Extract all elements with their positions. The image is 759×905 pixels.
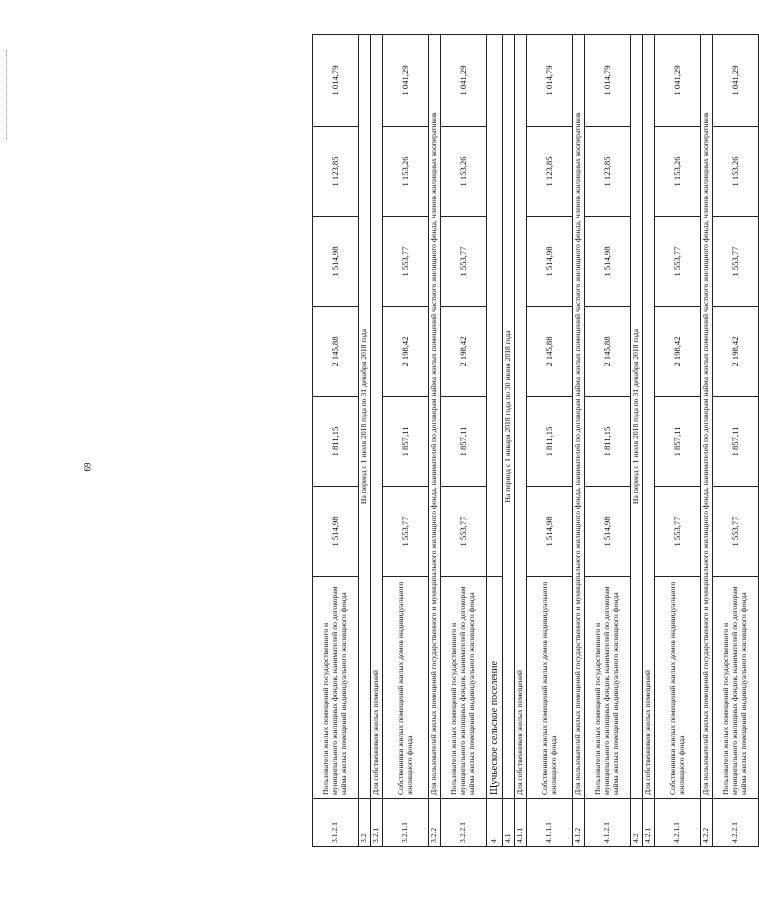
row-number: 4.2 xyxy=(631,799,643,847)
period-or-group-heading: Для пользователей жилых помещений государственного и муниципального жилищного фонда, нанимателей по договорам найма жилых помещений частного жилищного фонда, членов жилищных кооперативов xyxy=(429,35,441,799)
tariff-value: 1 811,15 xyxy=(313,397,359,487)
table-row xyxy=(441,35,487,847)
row-number: 4.1.1 xyxy=(515,799,527,847)
row-number: 3.2.2 xyxy=(429,799,441,847)
tariff-value: 1 014,79 xyxy=(313,35,359,127)
subheading-row xyxy=(429,35,441,847)
tariff-value: 1 041,29 xyxy=(655,35,701,127)
row-number: 3.2.1 xyxy=(371,799,383,847)
period-or-group-heading: Для собственников жилых помещений xyxy=(515,35,527,799)
subheading-row xyxy=(503,35,515,847)
tariff-value: 1 811,15 xyxy=(527,397,573,487)
subheading-row xyxy=(515,35,527,847)
tariff-value: 1 014,79 xyxy=(527,35,573,127)
row-number: 4.1.2.1 xyxy=(585,799,631,847)
row-number: 4.2.1.1 xyxy=(655,799,701,847)
period-or-group-heading: Для собственников жилых помещений xyxy=(371,35,383,799)
row-number: 4 xyxy=(487,799,503,847)
subheading-row xyxy=(573,35,585,847)
tariff-table xyxy=(312,34,759,847)
row-number: 4.2.1 xyxy=(643,799,655,847)
subheading-row xyxy=(371,35,383,847)
tariff-value: 1 553,77 xyxy=(713,217,759,307)
period-or-group-heading: На период с 1 января 2018 года по 30 июня 2018 года xyxy=(503,35,515,799)
tariff-value: 1 553,77 xyxy=(441,217,487,307)
tariff-value: 1 041,29 xyxy=(383,35,429,127)
tariff-value: 1 514,98 xyxy=(313,487,359,577)
tariff-value: 1 514,98 xyxy=(527,487,573,577)
row-number: 3.1.2.1 xyxy=(313,799,359,847)
period-or-group-heading: На период с 1 июля 2018 года по 31 декабря 2018 года xyxy=(359,35,371,799)
tariff-value: 2 198,42 xyxy=(441,307,487,397)
row-description: Собственники жилых помещений жилых домов индивидуального жилищного фонда xyxy=(655,577,701,799)
row-number: 4.1.1.1 xyxy=(527,799,573,847)
subheading-row xyxy=(643,35,655,847)
tariff-value: 1 514,98 xyxy=(313,217,359,307)
table-row xyxy=(383,35,429,847)
row-description: Пользователи жилых помещений государственного и муниципального жилищных фондов, нанимателей по договорам найма жилых помещений индивидуального жилищного фонда xyxy=(441,577,487,799)
tariff-value: 1 857,11 xyxy=(713,397,759,487)
row-number: 4.1 xyxy=(503,799,515,847)
tariff-value: 1 153,26 xyxy=(383,127,429,217)
tariff-value: 1 014,79 xyxy=(585,35,631,127)
tariff-value: 2 198,42 xyxy=(713,307,759,397)
tariff-value: 1 514,98 xyxy=(585,487,631,577)
table-row xyxy=(527,35,573,847)
tariff-value: 1 553,77 xyxy=(383,487,429,577)
row-number: 4.2.2 xyxy=(701,799,713,847)
period-or-group-heading: Для пользователей жилых помещений государственного и муниципального жилищного фонда, нанимателей по договорам найма жилых помещений частного жилищного фонда, членов жилищных кооперативов xyxy=(701,35,713,799)
table-row xyxy=(655,35,701,847)
settlement-name: Щучьеское сельское поселение xyxy=(487,577,503,799)
tariff-value: 1 041,29 xyxy=(441,35,487,127)
tariff-value: 1 553,77 xyxy=(655,487,701,577)
subheading-row xyxy=(359,35,371,847)
tariff-value: 1 514,98 xyxy=(585,217,631,307)
tariff-value: 1 123,85 xyxy=(527,127,573,217)
row-description: Пользователи жилых помещений государственного и муниципального жилищных фондов, нанимателей по договорам найма жилых помещений индивидуального жилищного фонда xyxy=(313,577,359,799)
tariff-value: 1 553,77 xyxy=(441,487,487,577)
tariff-value: 1 153,26 xyxy=(655,127,701,217)
row-number: 3.2.2.1 xyxy=(441,799,487,847)
section-row xyxy=(487,35,503,847)
row-description: Пользователи жилых помещений государственного и муниципального жилищных фондов, нанимателей по договорам найма жилых помещений индивидуального жилищного фонда xyxy=(713,577,759,799)
tariff-value: 1 123,85 xyxy=(313,127,359,217)
tariff-value: 1 553,77 xyxy=(655,217,701,307)
tariff-value: 2 145,88 xyxy=(585,307,631,397)
tariff-value: 1 857,11 xyxy=(655,397,701,487)
subheading-row xyxy=(631,35,643,847)
table-row xyxy=(713,35,759,847)
table-row xyxy=(313,35,359,847)
tariff-value: 2 145,88 xyxy=(313,307,359,397)
subheading-row xyxy=(701,35,713,847)
period-or-group-heading: Для собственников жилых помещений xyxy=(643,35,655,799)
tariff-value: 1 553,77 xyxy=(713,487,759,577)
tariff-value: 2 198,42 xyxy=(655,307,701,397)
tariff-value: 1 857,11 xyxy=(441,397,487,487)
tariff-value: 1 041,29 xyxy=(713,35,759,127)
scan-artifact xyxy=(6,50,8,140)
row-description: Собственники жилых помещений жилых домов индивидуального жилищного фонда xyxy=(527,577,573,799)
period-or-group-heading: Для пользователей жилых помещений государственного и муниципального жилищного фонда, нанимателей по договорам найма жилых помещений частного жилищного фонда, членов жилищных кооперативов xyxy=(573,35,585,799)
tariff-value: 1 514,98 xyxy=(527,217,573,307)
page-number: 69 xyxy=(82,462,93,472)
tariff-table-rotated xyxy=(312,35,748,847)
tariff-value: 1 553,77 xyxy=(383,217,429,307)
row-number: 3.2.1.1 xyxy=(383,799,429,847)
tariff-value: 2 198,42 xyxy=(383,307,429,397)
row-description: Пользователи жилых помещений государственного и муниципального жилищных фондов, нанимателей по договорам найма жилых помещений индивидуального жилищного фонда xyxy=(585,577,631,799)
row-description: Собственники жилых помещений жилых домов индивидуального жилищного фонда xyxy=(383,577,429,799)
row-number: 3.2 xyxy=(359,799,371,847)
tariff-value: 1 153,26 xyxy=(441,127,487,217)
tariff-value: 1 153,26 xyxy=(713,127,759,217)
period-or-group-heading: На период с 1 июля 2018 года по 31 декабря 2018 года xyxy=(631,35,643,799)
table-row xyxy=(585,35,631,847)
tariff-value: 1 123,85 xyxy=(585,127,631,217)
tariff-value: 1 857,11 xyxy=(383,397,429,487)
empty-cell xyxy=(487,35,503,577)
tariff-value: 1 811,15 xyxy=(585,397,631,487)
row-number: 4.2.2.1 xyxy=(713,799,759,847)
row-number: 4.1.2 xyxy=(573,799,585,847)
tariff-value: 2 145,88 xyxy=(527,307,573,397)
